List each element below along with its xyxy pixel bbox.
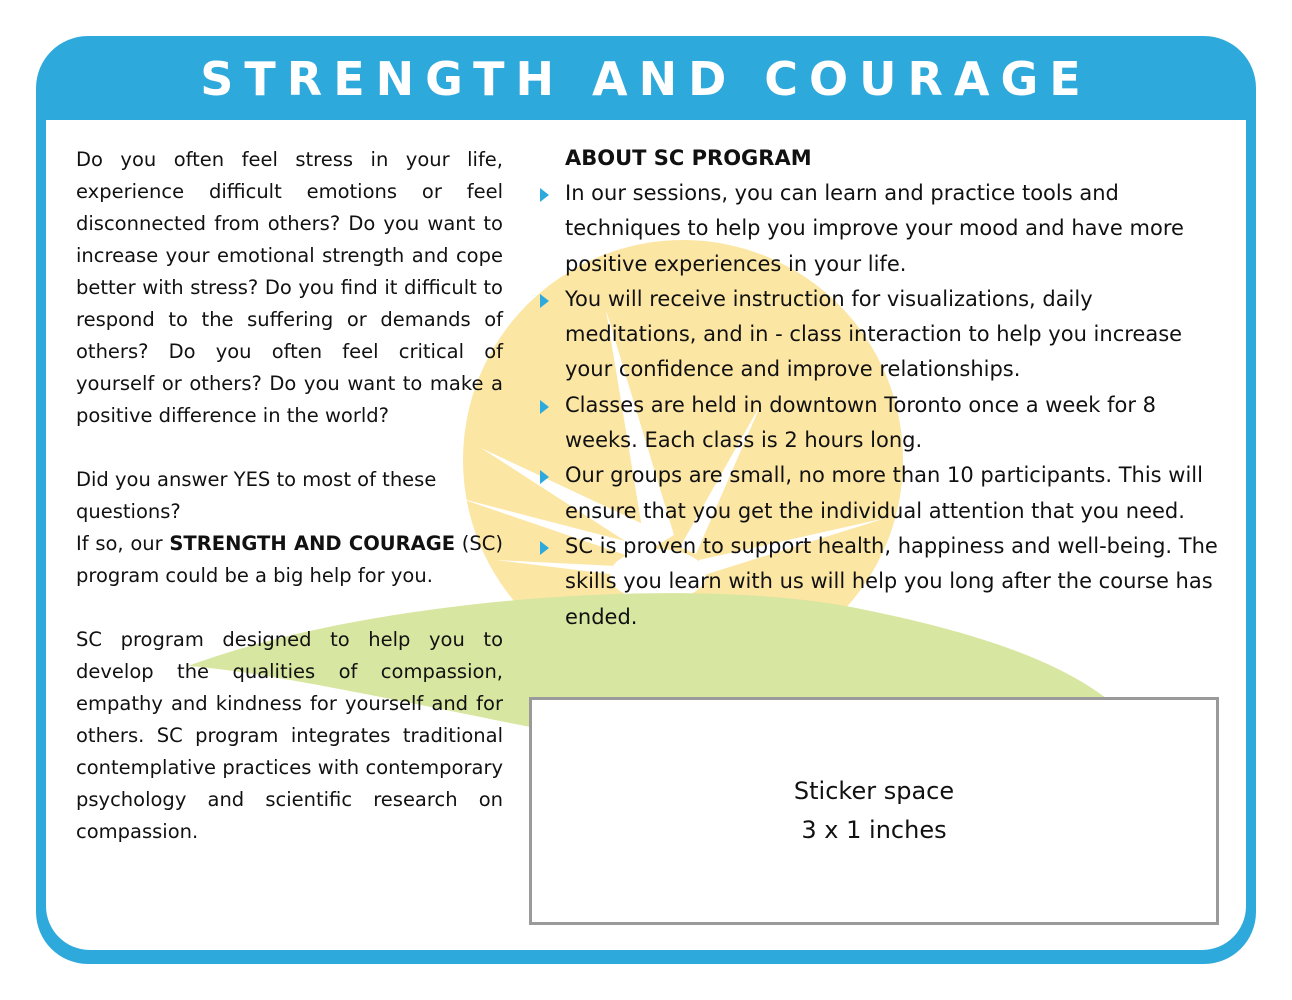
program-name: STRENGTH AND COURAGE <box>169 532 456 555</box>
answer-suffix: (SC) program could be a big help for you. <box>76 532 504 587</box>
page-title: STRENGTH AND COURAGE <box>200 52 1092 106</box>
triangle-right-icon <box>540 541 549 555</box>
about-heading: ABOUT SC PROGRAM <box>565 146 812 170</box>
triangle-right-icon <box>540 188 549 202</box>
about-bullet-list <box>536 176 1226 635</box>
triangle-right-icon <box>540 470 549 484</box>
list-item: Classes are held in downtown Toronto once a week for 8 weeks. Each class is 2 hours long. <box>536 388 1226 459</box>
list-item: Our groups are small, no more than 10 participants. This will ensure that you get the individual attention that you need. <box>536 458 1226 529</box>
about-column <box>536 142 1226 635</box>
triangle-right-icon <box>540 294 549 308</box>
sticker-space-box <box>529 697 1219 925</box>
sticker-label: Sticker space <box>793 777 955 805</box>
program-description: SC program designed to help you to develop the qualities of compassion, empathy and kindness for yourself and for others. SC program integrates traditional contemplative practices with contemporary psychology and scientific research on compassion. <box>76 628 503 843</box>
list-item: SC is proven to support health, happiness and well-being. The skills you learn with us will help you long after the course has ended. <box>536 529 1226 635</box>
question-line: Did you answer YES to most of these questions? <box>76 468 437 523</box>
answer-paragraph <box>76 528 503 592</box>
triangle-right-icon <box>540 400 549 414</box>
list-item: In our sessions, you can learn and practice tools and techniques to help you improve your mood and have more positive experiences in your life. <box>536 176 1226 282</box>
intro-paragraph: Do you often feel stress in your life, experience difficult emotions or feel disconnected from others? Do you want to increase your emotional strength and cope better with stress? Do you find it difficult to respond to the suffering or demands of others? Do you often feel critical of yourself or others? Do you want to make a positive difference in the world? <box>76 148 503 427</box>
list-item: You will receive instruction for visualizations, daily meditations, and in - class interaction to help you increase your confidence and improve relationships. <box>536 282 1226 388</box>
sticker-size: 3 x 1 inches <box>801 816 947 844</box>
answer-prefix: If so, our <box>76 532 163 555</box>
intro-column <box>76 144 503 848</box>
